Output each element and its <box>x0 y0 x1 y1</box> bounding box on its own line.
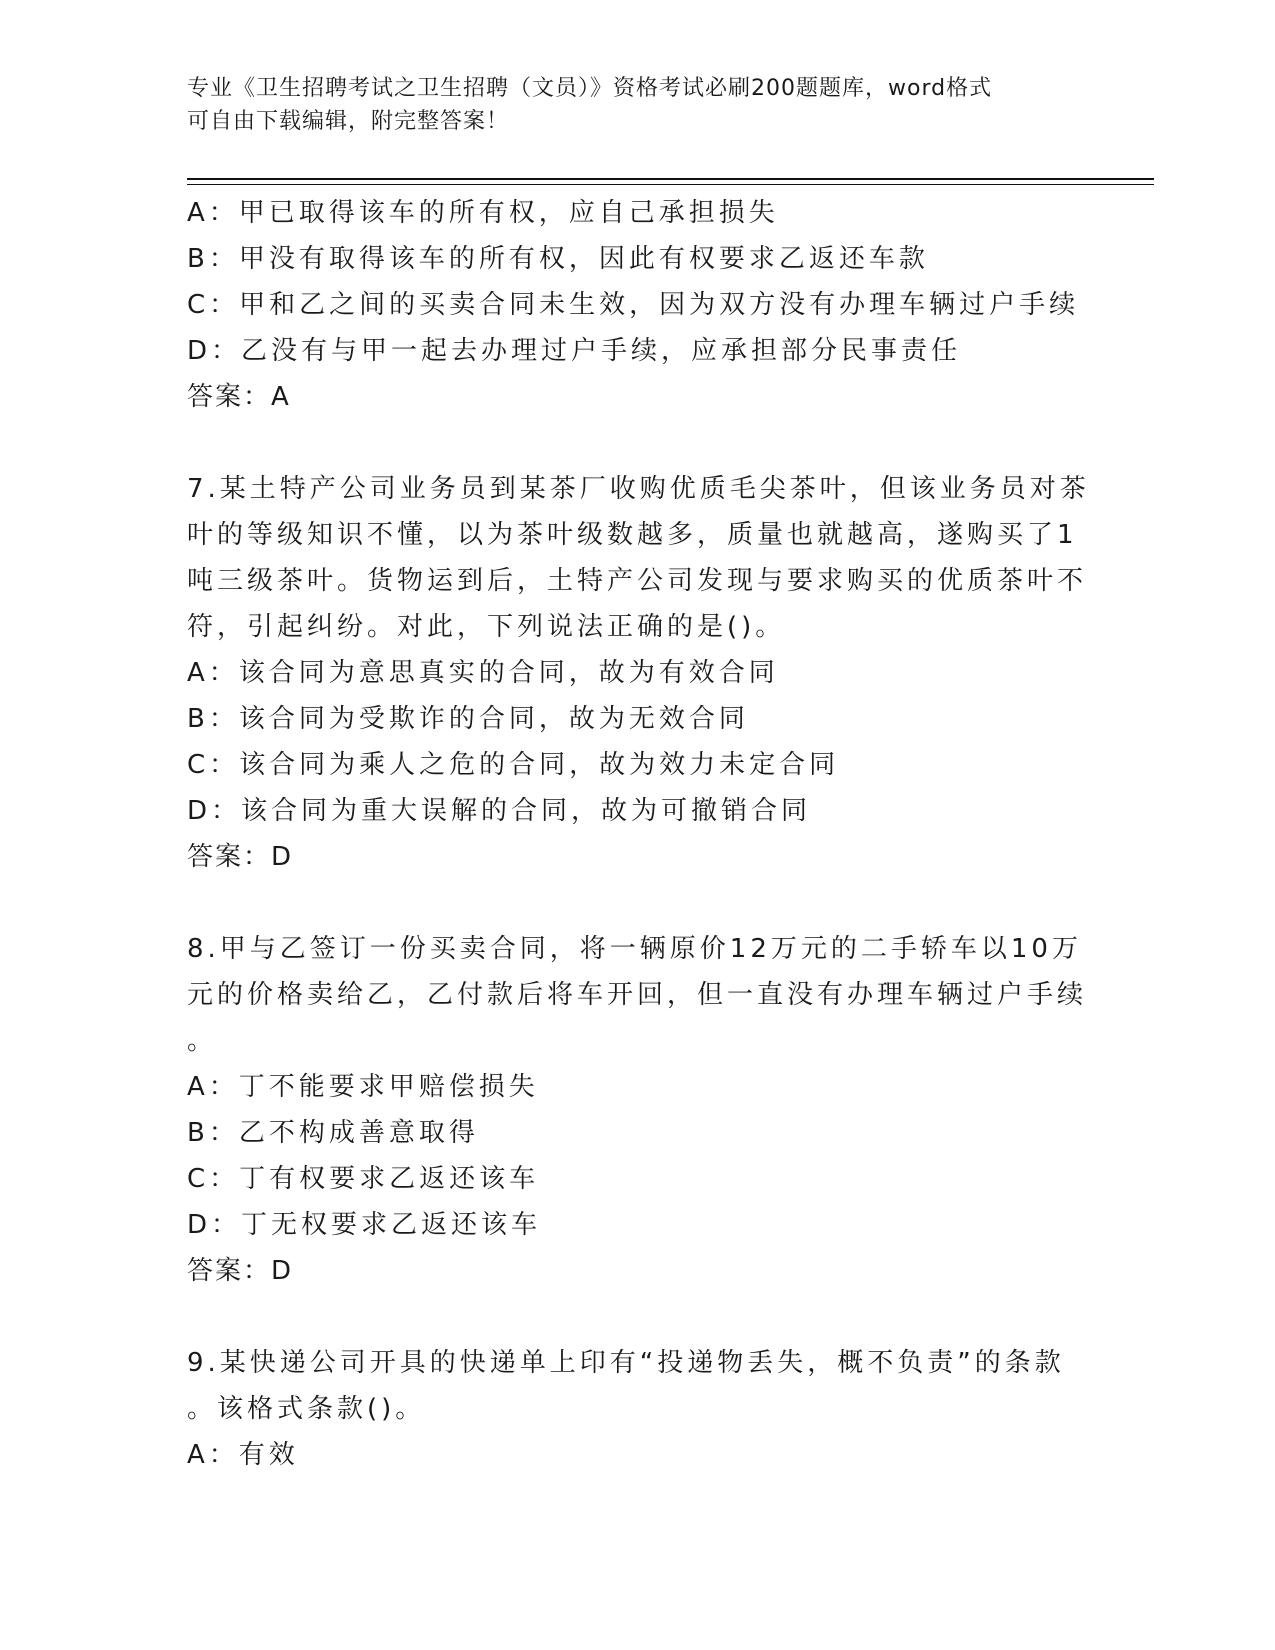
option-a: A：有效 <box>187 1440 299 1470</box>
option-a: A：该合同为意思真实的合同，故为有效合同 <box>187 658 779 688</box>
document-header <box>187 72 1087 138</box>
question-stem-line: 7.某土特产公司业务员到某茶厂收购优质毛尖茶叶，但该业务员对茶 <box>187 474 1090 504</box>
option-c: C：该合同为乘人之危的合同，故为效力未定合同 <box>187 750 840 780</box>
question-stem-line: 叶的等级知识不懂，以为茶叶级数越多，质量也就越高，遂购买了1 <box>187 520 1078 550</box>
question-list <box>187 190 1090 1478</box>
header-title-line-1: 专业《卫生招聘考试之卫生招聘（文员）》资格考试必刷200题题库，word格式 <box>187 76 993 101</box>
spacer <box>187 880 1067 926</box>
option-d: D：该合同为重大误解的合同，故为可撤销合同 <box>187 796 812 826</box>
answer-line: 答案：D <box>187 1256 294 1286</box>
spacer <box>187 420 1067 466</box>
header-divider-thick <box>187 178 1154 180</box>
answer-line: 答案：D <box>187 842 294 872</box>
question-7 <box>187 466 1090 880</box>
option-b: B：甲没有取得该车的所有权，因此有权要求乙返还车款 <box>187 244 929 274</box>
option-b: B：该合同为受欺诈的合同，故为无效合同 <box>187 704 749 734</box>
question-stem-line: 。 <box>187 1026 218 1056</box>
question-6 <box>187 190 1080 420</box>
answer-line: 答案：A <box>187 382 291 412</box>
header-divider-thin <box>187 184 1154 185</box>
option-d: D：乙没有与甲一起去办理过户手续，应承担部分民事责任 <box>187 336 962 366</box>
question-8 <box>187 926 1088 1294</box>
question-stem-line: 吨三级茶叶。货物运到后，土特产公司发现与要求购买的优质茶叶不 <box>187 566 1088 596</box>
question-stem-line: 9.某快递公司开具的快递单上印有“投递物丢失，概不负责”的条款 <box>187 1348 1065 1378</box>
header-title-line-2: 可自由下载编辑，附完整答案！ <box>187 109 510 134</box>
question-stem-line: 。该格式条款()。 <box>187 1394 426 1424</box>
option-b: B：乙不构成善意取得 <box>187 1118 479 1148</box>
question-stem-line: 元的价格卖给乙，乙付款后将车开回，但一直没有办理车辆过户手续 <box>187 980 1088 1010</box>
option-c: C：丁有权要求乙返还该车 <box>187 1164 540 1194</box>
question-stem-line: 8.甲与乙签订一份买卖合同，将一辆原价12万元的二手轿车以10万 <box>187 934 1082 964</box>
option-a: A：丁不能要求甲赔偿损失 <box>187 1072 539 1102</box>
question-stem-line: 符，引起纠纷。对此，下列说法正确的是()。 <box>187 612 786 642</box>
option-c: C：甲和乙之间的买卖合同未生效，因为双方没有办理车辆过户手续 <box>187 290 1080 320</box>
option-d: D：丁无权要求乙返还该车 <box>187 1210 542 1240</box>
question-9 <box>187 1340 1067 1478</box>
spacer <box>187 1294 1067 1340</box>
option-a: A：甲已取得该车的所有权，应自己承担损失 <box>187 198 779 228</box>
